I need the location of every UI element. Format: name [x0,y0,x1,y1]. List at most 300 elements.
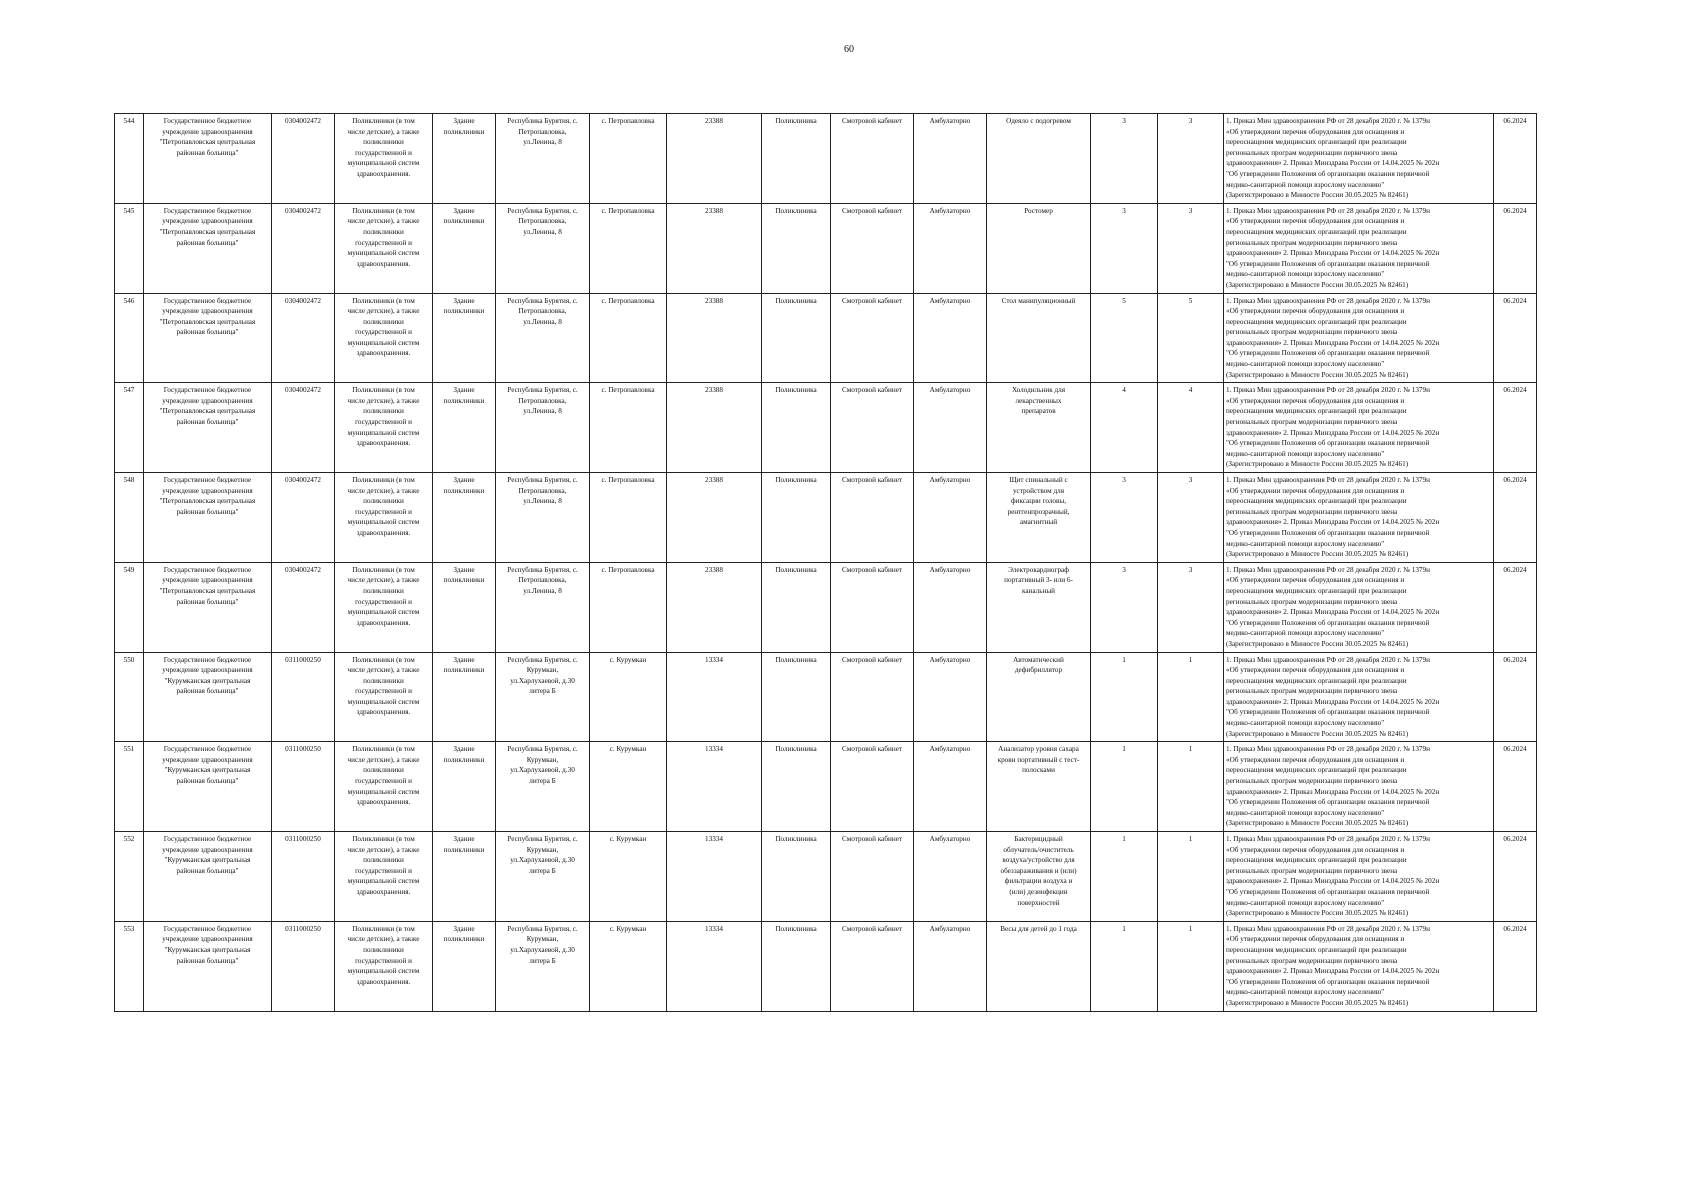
legal-basis-cell-line: «Об утверждении перечня оборудования для оснащения и [1226,486,1405,495]
facility-type-cell-line: муниципальной систем [347,249,420,258]
legal-basis-cell [1224,562,1494,652]
legal-basis-cell-line: (Зарегистрировано в Минюсте России 30.05.2025 № 82461) [1226,191,1409,200]
organization-cell-line: учреждение здравоохранения [162,576,253,585]
row-number-cell: 551 [115,742,144,832]
population-cell: 23388 [667,473,762,563]
facility-type-cell [335,473,433,563]
organization-cell-line: Государственное бюджетное [163,924,252,933]
quantity-required-cell: 4 [1091,383,1158,473]
locality-cell: с. Петропавловка [590,383,667,473]
address-cell-line: литера Б [529,777,556,786]
building-cell-line: поликлиники [443,666,485,675]
organization-cell-line: учреждение здравоохранения [162,845,253,854]
unit-cell: Поликлиника [762,921,831,1011]
quantity-needed-cell: 1 [1158,652,1224,742]
facility-type-cell-line: муниципальной систем [347,787,420,796]
locality-cell: с. Петропавловка [590,293,667,383]
legal-basis-cell-line: медико-санитарной помощи взрослому населению" [1226,449,1385,458]
care-form-cell: Амбулаторно [914,562,987,652]
organization-cell-line: учреждение здравоохранения [162,755,253,764]
legal-basis-cell [1224,383,1494,473]
equipment-name-cell [987,293,1091,383]
org-code-cell: 0304002472 [272,473,335,563]
legal-basis-cell [1224,742,1494,832]
org-code-cell: 0311000250 [272,652,335,742]
address-cell-line: Республика Бурятия, с. [507,655,578,664]
organization-cell [144,652,272,742]
address-cell-line: Курумкан, [526,845,559,854]
facility-type-cell-line: здравоохранения. [356,798,411,807]
population-cell: 23388 [667,293,762,383]
org-code-cell: 0311000250 [272,921,335,1011]
legal-basis-cell-line: переоснащения медицинских организаций при реализации [1226,317,1407,326]
facility-type-cell-line: государственной и [355,687,412,696]
locality-cell: с. Петропавловка [590,562,667,652]
facility-type-cell [335,742,433,832]
legal-basis-cell-line: медико-санитарной помощи взрослому населению" [1226,808,1385,817]
address-cell-line: Республика Бурятия, с. [507,565,578,574]
address-cell-line: Петропавловка, [518,127,567,136]
legal-basis-cell-line: переоснащения медицинских организаций при реализации [1226,676,1407,685]
organization-cell-line: Государственное бюджетное [163,296,252,305]
row-number-cell: 552 [115,832,144,922]
quantity-required-cell: 1 [1091,921,1158,1011]
table-row [115,652,1537,742]
organization-cell-line: "Петропавловская центральная [159,407,256,416]
locality-cell: с. Курумкан [590,832,667,922]
table-row [115,293,1537,383]
room-cell: Смотровой кабинет [831,293,914,383]
facility-type-cell [335,293,433,383]
row-number-cell: 550 [115,652,144,742]
address-cell-line: литера Б [529,956,556,965]
table-row [115,742,1537,832]
equipment-name-cell-line: Электрокардиограф [1008,565,1069,574]
room-cell: Смотровой кабинет [831,562,914,652]
legal-basis-cell-line: "Об утверждении Положения об организации оказания первичной [1226,887,1430,896]
organization-cell-line: Государственное бюджетное [163,386,252,395]
legal-basis-cell-line: 1. Приказ Мин здравоохранения РФ от 28 декабря 2020 г. № 1379н [1226,386,1430,395]
organization-cell-line: "Курумканская центральная [164,766,251,775]
table-row [115,114,1537,204]
legal-basis-cell-line: медико-санитарной помощи взрослому населению" [1226,270,1385,279]
equipment-name-cell-line: обеззараживания и (или) [1000,866,1077,875]
care-form-cell: Амбулаторно [914,921,987,1011]
care-form-cell: Амбулаторно [914,832,987,922]
legal-basis-cell [1224,921,1494,1011]
organization-cell-line: районная больница" [176,687,239,696]
facility-type-cell-line: здравоохранения. [356,977,411,986]
population-cell: 23388 [667,114,762,204]
facility-type-cell-line: государственной и [355,956,412,965]
legal-basis-cell-line: региональных програм модернизации первичного звена [1226,507,1398,516]
facility-type-cell-line: государственной и [355,238,412,247]
room-cell: Смотровой кабинет [831,383,914,473]
organization-cell-line: районная больница" [176,148,239,157]
organization-cell-line: районная больница" [176,238,239,247]
facility-type-cell-line: поликлиники [363,317,404,326]
legal-basis-cell-line: здравоохранения» 2. Приказ Минздрава России от 14.04.2025 № 202н [1226,518,1440,527]
unit-cell: Поликлиника [762,562,831,652]
address-cell-line: Республика Бурятия, с. [507,296,578,305]
equipment-name-cell [987,114,1091,204]
facility-type-cell-line: числе детские), а также [347,127,420,136]
legal-basis-cell-line: «Об утверждении перечня оборудования для оснащения и [1226,666,1405,675]
building-cell-line: поликлиники [443,935,485,944]
table-body [115,114,1537,1012]
equipment-name-cell [987,742,1091,832]
equipment-name-cell-line: воздуха/устройство для [1002,856,1075,865]
organization-cell-line: учреждение здравоохранения [162,486,253,495]
org-code-cell: 0304002472 [272,203,335,293]
address-cell-line: ул.Ленина, 8 [523,497,562,506]
quantity-required-cell: 1 [1091,652,1158,742]
organization-cell-line: районная больница" [176,597,239,606]
facility-type-cell-line: поликлиники [363,856,404,865]
building-cell-line: Здание [453,386,475,395]
quantity-required-cell: 3 [1091,114,1158,204]
address-cell-line: ул.Харлухаевой, д.30 [510,856,575,865]
equipment-name-cell-line: устройством для [1012,486,1065,495]
legal-basis-cell-line: 1. Приказ Мин здравоохранения РФ от 28 декабря 2020 г. № 1379н [1226,655,1430,664]
equipment-name-cell-line: Весы для детей до 1 года [1000,924,1077,933]
legal-basis-cell-line: 1. Приказ Мин здравоохранения РФ от 28 декабря 2020 г. № 1379н [1226,296,1430,305]
facility-type-cell [335,652,433,742]
locality-cell: с. Петропавловка [590,114,667,204]
address-cell [496,293,590,383]
building-cell-line: Здание [453,296,475,305]
table-row [115,562,1537,652]
facility-type-cell-line: здравоохранения. [356,259,411,268]
population-cell: 13334 [667,832,762,922]
facility-type-cell-line: здравоохранения. [356,708,411,717]
legal-basis-cell-line: «Об утверждении перечня оборудования для оснащения и [1226,217,1405,226]
date-cell: 06.2024 [1494,921,1537,1011]
equipment-name-cell-line: облучатель/очиститель [1003,845,1074,854]
locality-cell: с. Курумкан [590,652,667,742]
organization-cell-line: учреждение здравоохранения [162,396,253,405]
building-cell-line: поликлиники [443,217,485,226]
facility-type-cell-line: государственной и [355,148,412,157]
legal-basis-cell-line: 1. Приказ Мин здравоохранения РФ от 28 декабря 2020 г. № 1379н [1226,117,1430,125]
population-cell: 23388 [667,203,762,293]
org-code-cell: 0304002472 [272,114,335,204]
address-cell [496,921,590,1011]
table-row [115,832,1537,922]
org-code-cell: 0304002472 [272,293,335,383]
row-number-cell: 544 [115,114,144,204]
building-cell-line: поликлиники [443,396,485,405]
organization-cell [144,203,272,293]
building-cell-line: Здание [453,924,475,933]
facility-type-cell-line: муниципальной систем [347,608,420,617]
organization-cell-line: учреждение здравоохранения [162,307,253,316]
equipment-name-cell [987,473,1091,563]
address-cell-line: Республика Бурятия, с. [507,924,578,933]
equipment-name-cell-line: фильтрации воздуха и [1004,877,1073,886]
unit-cell: Поликлиника [762,832,831,922]
address-cell [496,742,590,832]
legal-basis-cell-line: здравоохранения» 2. Приказ Минздрава России от 14.04.2025 № 202н [1226,608,1440,617]
legal-basis-cell-line: «Об утверждении перечня оборудования для оснащения и [1226,307,1405,316]
equipment-name-cell-line: амагнитный [1019,518,1058,527]
equipment-name-cell-line: Стол манипуляционный [1001,296,1076,305]
legal-basis-cell-line: (Зарегистрировано в Минюсте России 30.05.2025 № 82461) [1226,639,1409,648]
facility-type-cell-line: Поликлиники (в том [352,206,415,215]
legal-basis-cell-line: региональных програм модернизации первичного звена [1226,687,1398,696]
legal-basis-cell-line: «Об утверждении перечня оборудования для оснащения и [1226,127,1405,136]
organization-cell-line: районная больница" [176,328,239,337]
date-cell: 06.2024 [1494,473,1537,563]
legal-basis-cell-line: здравоохранения» 2. Приказ Минздрава России от 14.04.2025 № 202н [1226,428,1440,437]
legal-basis-cell-line: региональных програм модернизации первичного звена [1226,238,1398,247]
equipment-name-cell-line: Анализатор уровня сахара [998,745,1079,754]
equipment-name-cell-line: Бактерицидный [1014,835,1063,843]
organization-cell [144,383,272,473]
legal-basis-cell-line: (Зарегистрировано в Минюсте России 30.05.2025 № 82461) [1226,370,1409,379]
equipment-name-cell-line: Ростомер [1024,206,1053,215]
legal-basis-cell-line: 1. Приказ Мин здравоохранения РФ от 28 декабря 2020 г. № 1379н [1226,565,1430,574]
equipment-name-cell [987,832,1091,922]
facility-type-cell [335,921,433,1011]
row-number-cell: 553 [115,921,144,1011]
facility-type-cell-line: Поликлиники (в том [352,924,415,933]
legal-basis-cell-line: (Зарегистрировано в Минюсте России 30.05.2025 № 82461) [1226,909,1409,918]
facility-type-cell-line: поликлиники [363,227,404,236]
care-form-cell: Амбулаторно [914,293,987,383]
organization-cell [144,293,272,383]
room-cell: Смотровой кабинет [831,921,914,1011]
equipment-name-cell [987,383,1091,473]
equipment-name-cell-line: портативный 3- или 6- [1004,576,1073,585]
organization-cell-line: Государственное бюджетное [163,476,252,484]
equipment-name-cell-line: Автоматический [1013,655,1064,664]
address-cell [496,652,590,742]
legal-basis-cell-line: медико-санитарной помощи взрослому населению" [1226,539,1385,548]
equipment-name-cell-line: поверхностей [1017,898,1060,907]
facility-type-cell-line: числе детские), а также [347,307,420,316]
facility-type-cell-line: поликлиники [363,676,404,685]
legal-basis-cell-line: медико-санитарной помощи взрослому населению" [1226,180,1385,189]
organization-cell [144,921,272,1011]
equipment-name-cell [987,203,1091,293]
legal-basis-cell-line: «Об утверждении перечня оборудования для оснащения и [1226,755,1405,764]
organization-cell [144,473,272,563]
address-cell-line: литера Б [529,687,556,696]
address-cell-line: Петропавловка, [518,486,567,495]
quantity-required-cell: 1 [1091,832,1158,922]
legal-basis-cell [1224,203,1494,293]
address-cell-line: ул.Ленина, 8 [523,586,562,595]
organization-cell-line: учреждение здравоохранения [162,217,253,226]
equipment-name-cell-line: лекарственных [1015,396,1062,405]
building-cell [433,652,496,742]
building-cell [433,114,496,204]
page-number: 60 [844,44,854,55]
org-code-cell: 0311000250 [272,742,335,832]
legal-basis-cell-line: региональных програм модернизации первичного звена [1226,866,1398,875]
building-cell-line: Здание [453,206,475,215]
legal-basis-cell-line: переоснащения медицинских организаций при реализации [1226,586,1407,595]
population-cell: 13334 [667,652,762,742]
table-row [115,203,1537,293]
building-cell-line: Здание [453,565,475,574]
building-cell-line: поликлиники [443,486,485,495]
quantity-required-cell: 3 [1091,562,1158,652]
facility-type-cell-line: муниципальной систем [347,967,420,976]
organization-cell-line: Государственное бюджетное [163,565,252,574]
facility-type-cell-line: числе детские), а также [347,396,420,405]
legal-basis-cell-line: 1. Приказ Мин здравоохранения РФ от 28 декабря 2020 г. № 1379н [1226,745,1430,754]
date-cell: 06.2024 [1494,652,1537,742]
address-cell [496,832,590,922]
legal-basis-cell-line: здравоохранения» 2. Приказ Минздрава России от 14.04.2025 № 202н [1226,249,1440,258]
address-cell [496,473,590,563]
care-form-cell: Амбулаторно [914,473,987,563]
quantity-required-cell: 5 [1091,293,1158,383]
address-cell [496,114,590,204]
legal-basis-cell-line: региональных програм модернизации первичного звена [1226,597,1398,606]
facility-type-cell-line: поликлиники [363,138,404,147]
facility-type-cell-line: здравоохранения. [356,887,411,896]
legal-basis-cell-line: "Об утверждении Положения об организации оказания первичной [1226,169,1430,178]
equipment-name-cell-line: рентгенпрозрачный, [1007,507,1070,516]
legal-basis-cell-line: региональных програм модернизации первичного звена [1226,328,1398,337]
organization-cell-line: "Петропавловская центральная [159,497,256,506]
organization-cell-line: районная больница" [176,956,239,965]
care-form-cell: Амбулаторно [914,652,987,742]
facility-type-cell-line: муниципальной систем [347,428,420,437]
legal-basis-cell-line: (Зарегистрировано в Минюсте России 30.05.2025 № 82461) [1226,729,1409,738]
legal-basis-cell [1224,473,1494,563]
address-cell-line: Республика Бурятия, с. [507,476,578,484]
quantity-needed-cell: 1 [1158,742,1224,832]
room-cell: Смотровой кабинет [831,742,914,832]
address-cell-line: ул.Ленина, 8 [523,317,562,326]
equipment-name-cell-line: крови портативный с тест- [997,755,1080,764]
facility-type-cell-line: поликлиники [363,945,404,954]
legal-basis-cell-line: здравоохранения» 2. Приказ Минздрава России от 14.04.2025 № 202н [1226,697,1440,706]
unit-cell: Поликлиника [762,652,831,742]
organization-cell-line: районная больница" [176,777,239,786]
facility-type-cell-line: здравоохранения. [356,349,411,358]
population-cell: 23388 [667,562,762,652]
room-cell: Смотровой кабинет [831,203,914,293]
legal-basis-cell-line: "Об утверждении Положения об организации оказания первичной [1226,798,1430,807]
legal-basis-cell-line: (Зарегистрировано в Минюсте России 30.05.2025 № 82461) [1226,460,1409,469]
quantity-needed-cell: 3 [1158,114,1224,204]
address-cell-line: Республика Бурятия, с. [507,117,578,125]
legal-basis-cell [1224,652,1494,742]
legal-basis-cell-line: здравоохранения» 2. Приказ Минздрава России от 14.04.2025 № 202н [1226,159,1440,168]
equipment-name-cell-line: фиксации головы, [1010,497,1067,506]
unit-cell: Поликлиника [762,203,831,293]
building-cell [433,203,496,293]
care-form-cell: Амбулаторно [914,114,987,204]
date-cell: 06.2024 [1494,114,1537,204]
address-cell-line: ул.Ленина, 8 [523,138,562,147]
building-cell [433,832,496,922]
legal-basis-cell-line: переоснащения медицинских организаций при реализации [1226,227,1407,236]
address-cell-line: Курумкан, [526,935,559,944]
facility-type-cell-line: Поликлиники (в том [352,565,415,574]
equipment-name-cell-line: Холодильник для [1011,386,1066,395]
organization-cell-line: учреждение здравоохранения [162,935,253,944]
legal-basis-cell [1224,293,1494,383]
row-number-cell: 549 [115,562,144,652]
organization-cell-line: районная больница" [176,866,239,875]
legal-basis-cell-line: переоснащения медицинских организаций при реализации [1226,856,1407,865]
legal-basis-cell-line: медико-санитарной помощи взрослому населению" [1226,898,1385,907]
table-row [115,921,1537,1011]
equipment-name-cell-line: препаратов [1021,407,1056,416]
population-cell: 13334 [667,742,762,832]
legal-basis-cell [1224,114,1494,204]
row-number-cell: 546 [115,293,144,383]
organization-cell-line: "Курумканская центральная [164,856,251,865]
date-cell: 06.2024 [1494,293,1537,383]
legal-basis-cell-line: переоснащения медицинских организаций при реализации [1226,766,1407,775]
legal-basis-cell-line: региональных програм модернизации первичного звена [1226,777,1398,786]
building-cell-line: Здание [453,117,475,125]
legal-basis-cell-line: региональных програм модернизации первичного звена [1226,148,1398,157]
organization-cell-line: Государственное бюджетное [163,655,252,664]
address-cell-line: Республика Бурятия, с. [507,206,578,215]
facility-type-cell-line: здравоохранения. [356,169,411,178]
organization-cell-line: Государственное бюджетное [163,835,252,843]
facility-type-cell-line: государственной и [355,328,412,337]
facility-type-cell-line: Поликлиники (в том [352,117,415,125]
facility-type-cell-line: поликлиники [363,497,404,506]
legal-basis-cell-line: «Об утверждении перечня оборудования для оснащения и [1226,576,1405,585]
table-row [115,473,1537,563]
organization-cell-line: "Курумканская центральная [164,676,251,685]
legal-basis-cell-line: медико-санитарной помощи взрослому населению" [1226,360,1385,369]
equipment-registry-table [114,113,1537,1012]
facility-type-cell-line: муниципальной систем [347,877,420,886]
equipment-name-cell [987,562,1091,652]
quantity-needed-cell: 1 [1158,832,1224,922]
date-cell: 06.2024 [1494,832,1537,922]
quantity-needed-cell: 3 [1158,473,1224,563]
care-form-cell: Амбулаторно [914,383,987,473]
organization-cell [144,832,272,922]
facility-type-cell [335,203,433,293]
address-cell-line: ул.Харлухаевой, д.30 [510,945,575,954]
organization-cell [144,114,272,204]
room-cell: Смотровой кабинет [831,473,914,563]
building-cell [433,473,496,563]
unit-cell: Поликлиника [762,383,831,473]
date-cell: 06.2024 [1494,383,1537,473]
facility-type-cell-line: числе детские), а также [347,486,420,495]
equipment-name-cell-line: Щит спинальный с [1009,476,1068,484]
quantity-needed-cell: 5 [1158,293,1224,383]
facility-type-cell-line: здравоохранения. [356,528,411,537]
facility-type-cell-line: Поликлиники (в том [352,476,415,484]
quantity-needed-cell: 1 [1158,921,1224,1011]
legal-basis-cell-line: здравоохранения» 2. Приказ Минздрава России от 14.04.2025 № 202н [1226,338,1440,347]
legal-basis-cell-line: (Зарегистрировано в Минюсте России 30.05.2025 № 82461) [1226,280,1409,289]
facility-type-cell-line: здравоохранения. [356,618,411,627]
facility-type-cell-line: числе детские), а также [347,755,420,764]
organization-cell-line: Государственное бюджетное [163,117,252,125]
legal-basis-cell-line: здравоохранения» 2. Приказ Минздрава России от 14.04.2025 № 202н [1226,877,1440,886]
address-cell [496,383,590,473]
legal-basis-cell-line: региональных програм модернизации первичного звена [1226,956,1398,965]
address-cell-line: Республика Бурятия, с. [507,835,578,843]
address-cell-line: ул.Ленина, 8 [523,227,562,236]
